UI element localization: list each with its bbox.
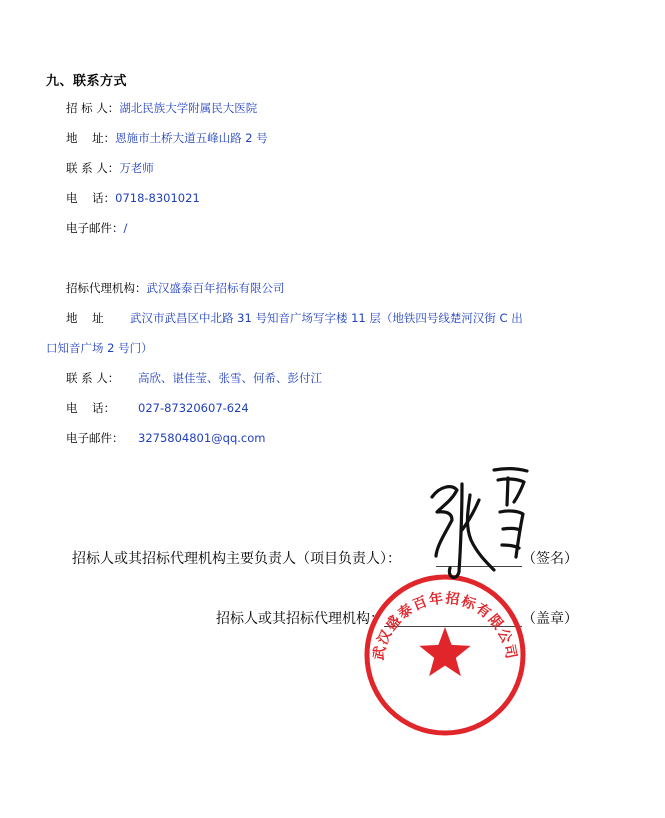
seal-outer-ring	[367, 577, 523, 733]
agency-phone-row	[66, 400, 249, 416]
tenderer-email-row	[66, 220, 127, 236]
tenderer-phone-label: 电 话：	[66, 191, 116, 205]
agency-name-row	[66, 280, 285, 296]
agency-contact-row	[66, 370, 322, 386]
section-heading: 九、联系方式	[46, 74, 128, 89]
signature-suffix: （签名）	[522, 551, 578, 567]
agency-address-row	[66, 310, 523, 326]
agency-address-value-line2: 口知音广场 2 号门）	[46, 341, 153, 355]
tenderer-phone-row	[66, 190, 200, 206]
seal-suffix: （盖章）	[522, 611, 578, 627]
agency-contact-label: 联 系 人：	[66, 371, 120, 385]
agency-phone-value: 027-87320607-624	[138, 401, 249, 415]
tenderer-name-label: 招 标 人：	[66, 101, 120, 115]
tenderer-address-row	[66, 130, 268, 146]
tenderer-address-value: 恩施市土桥大道五峰山路 2 号	[115, 131, 268, 145]
tenderer-contact-label: 联 系 人：	[66, 161, 120, 175]
tenderer-name-row	[66, 100, 257, 116]
principal-signature-label: 招标人或其招标代理机构主要负责人（项目负责人）：	[72, 551, 401, 567]
seal-text: 武汉盛泰百年招标有限公司	[370, 590, 520, 662]
seal-line-label: 招标人或其招标代理机构：	[216, 611, 384, 627]
agency-email-value: 3275804801@qq.com	[138, 431, 266, 445]
agency-address-value-line1: 武汉市武昌区中北路 31 号知音广场写字楼 11 层（地铁四号线楚河汉街 C 出	[130, 311, 523, 325]
agency-contact-value: 高欣、谌佳莹、张雪、何希、彭付江	[138, 371, 322, 385]
tenderer-address-label: 地 址：	[66, 131, 116, 145]
agency-name-label: 招标代理机构：	[66, 281, 147, 295]
tenderer-email-value: /	[123, 221, 128, 235]
tenderer-contact-value: 万老师	[119, 161, 154, 175]
seal-underline	[384, 626, 522, 627]
agency-email-label: 电子邮件：	[66, 431, 124, 445]
seal-line	[216, 608, 384, 628]
seal-star-icon	[419, 627, 470, 676]
agency-address-label: 地 址	[66, 311, 104, 325]
tenderer-name-value: 湖北民族大学附属民大医院	[119, 101, 258, 115]
tenderer-email-label: 电子邮件：	[66, 221, 124, 235]
tenderer-contact-row	[66, 160, 154, 176]
agency-email-row	[66, 430, 265, 446]
principal-signature-line	[72, 548, 401, 568]
tenderer-phone-value: 0718-8301021	[115, 191, 200, 205]
signature-underline	[436, 566, 522, 567]
agency-phone-label: 电 话：	[66, 401, 116, 415]
agency-name-value: 武汉盛泰百年招标有限公司	[146, 281, 285, 295]
